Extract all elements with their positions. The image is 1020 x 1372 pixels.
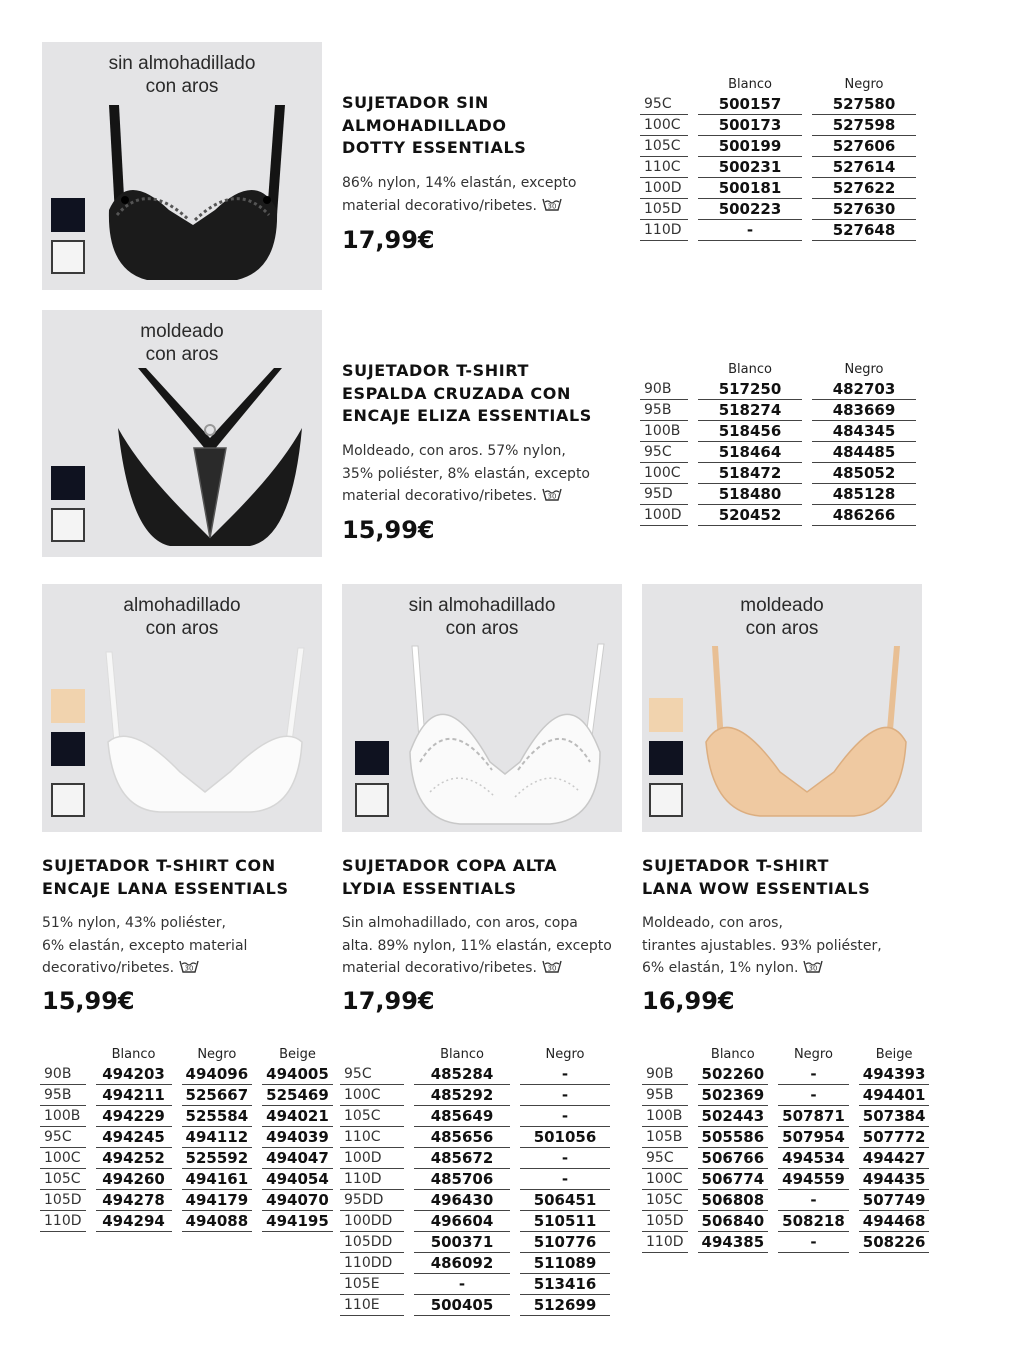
- size-cell: 100C: [40, 1148, 86, 1169]
- reference-code-cell: 494047: [262, 1148, 333, 1169]
- table-row: [40, 1127, 333, 1148]
- size-cell: 100C: [640, 463, 688, 484]
- color-swatch-white[interactable]: [51, 508, 85, 542]
- reference-code-cell: 494039: [262, 1127, 333, 1148]
- reference-code-cell: 496430: [414, 1190, 510, 1211]
- reference-code-cell: 502443: [698, 1106, 769, 1127]
- reference-code-cell: 510776: [520, 1232, 610, 1253]
- table-row: [340, 1232, 610, 1253]
- reference-code-cell: 518456: [698, 421, 802, 442]
- product-tag-line1: moldeado: [740, 595, 824, 616]
- reference-code-cell: 494385: [698, 1232, 769, 1253]
- reference-code-cell: 500157: [698, 94, 802, 115]
- product-image-eliza: [42, 310, 322, 557]
- reference-code-cell: 506766: [698, 1148, 769, 1169]
- reference-code-cell: 494088: [182, 1211, 253, 1232]
- reference-code-cell: 485649: [414, 1106, 510, 1127]
- table-row: [340, 1295, 610, 1316]
- wash-30-icon: [541, 486, 563, 502]
- table-row: [640, 484, 916, 505]
- reference-code-cell: 485672: [414, 1148, 510, 1169]
- reference-code-cell: -: [414, 1274, 510, 1295]
- reference-code-cell: 506808: [698, 1190, 769, 1211]
- beige-tshirt-bra-image: [702, 642, 912, 822]
- table-row: [40, 1148, 333, 1169]
- size-cell: 95C: [40, 1127, 86, 1148]
- black-crossback-bra-image: [110, 368, 310, 558]
- size-table-lydia: Blanco Negro 95C 485284 - 100C 485292 - 105C 485649 - 110C 485656 501056 100D 485672 - 110D 485706 - 95DD 496430 506451 100DD 496604 510511 105DD 500371 510776 110DD 486092 511089 105E - 513416 110E 500405 512699: [340, 1044, 610, 1316]
- table-row: [640, 94, 916, 115]
- table-row: [642, 1064, 929, 1085]
- table-row: [642, 1127, 929, 1148]
- table-row: [340, 1106, 610, 1127]
- reference-code-cell: 486092: [414, 1253, 510, 1274]
- white-lace-bra-image: [400, 642, 610, 832]
- product-desc-dotty: 86% nylon, 14% elastán, excepto material decorativo/ribetes.: [342, 175, 577, 214]
- size-cell: 105D: [640, 199, 688, 220]
- color-swatch-white[interactable]: [649, 783, 683, 817]
- reference-code-cell: 502369: [698, 1085, 769, 1106]
- table-row: [640, 379, 916, 400]
- table-row: [640, 136, 916, 157]
- size-cell: 105C: [642, 1190, 688, 1211]
- size-cell: 100D: [640, 178, 688, 199]
- reference-code-cell: 500223: [698, 199, 802, 220]
- reference-code-cell: 485284: [414, 1064, 510, 1085]
- reference-code-cell: 508218: [778, 1211, 849, 1232]
- reference-code-cell: 494021: [262, 1106, 333, 1127]
- reference-code-cell: 527614: [812, 157, 916, 178]
- product-desc-lana-wow: Moldeado, con aros, tirantes ajustables. 93% poliéster, 6% elastán, 1% nylon.: [642, 915, 882, 976]
- color-swatch-black[interactable]: [51, 732, 85, 766]
- reference-code-cell: 494534: [778, 1148, 849, 1169]
- reference-code-cell: 506774: [698, 1169, 769, 1190]
- table-row: [40, 1190, 333, 1211]
- product-price: 15,99€: [42, 987, 135, 1015]
- size-cell: 100B: [642, 1106, 688, 1127]
- product-tag-line1: sin almohadillado: [408, 595, 556, 616]
- table-row: [340, 1274, 610, 1295]
- size-cell: 100B: [640, 421, 688, 442]
- product-desc-lana: 51% nylon, 43% poliéster, 6% elastán, excepto material decorativo/ribetes.: [42, 915, 248, 976]
- reference-code-cell: 525592: [182, 1148, 253, 1169]
- reference-code-cell: 494161: [182, 1169, 253, 1190]
- wash-30-icon: [541, 958, 563, 974]
- size-cell: 100B: [40, 1106, 86, 1127]
- table-row: [640, 199, 916, 220]
- product-price: 16,99€: [642, 987, 735, 1015]
- reference-code-cell: 507749: [859, 1190, 930, 1211]
- reference-code-cell: 494468: [859, 1211, 930, 1232]
- reference-code-cell: 512699: [520, 1295, 610, 1316]
- product-tag-line1: moldeado: [140, 321, 224, 342]
- reference-code-cell: 483669: [812, 400, 916, 421]
- reference-code-cell: 518464: [698, 442, 802, 463]
- size-cell: 110D: [642, 1232, 688, 1253]
- reference-code-cell: 507954: [778, 1127, 849, 1148]
- size-cell: 105C: [40, 1169, 86, 1190]
- reference-code-cell: 482703: [812, 379, 916, 400]
- reference-code-cell: -: [520, 1169, 610, 1190]
- table-row: [642, 1169, 929, 1190]
- table-row: [340, 1211, 610, 1232]
- reference-code-cell: 525584: [182, 1106, 253, 1127]
- reference-code-cell: 485656: [414, 1127, 510, 1148]
- reference-code-cell: -: [520, 1085, 610, 1106]
- reference-code-cell: 507772: [859, 1127, 930, 1148]
- product-title-eliza: SUJETADOR T-SHIRT ESPALDA CRUZADA CON ENCAJE ELIZA ESSENTIALS: [342, 361, 592, 425]
- table-row: [340, 1169, 610, 1190]
- color-swatch-white[interactable]: [51, 240, 85, 274]
- reference-code-cell: 494278: [96, 1190, 172, 1211]
- table-row: [340, 1127, 610, 1148]
- reference-code-cell: 511089: [520, 1253, 610, 1274]
- reference-code-cell: 527648: [812, 220, 916, 241]
- product-image-lana-wow: [642, 584, 922, 832]
- reference-code-cell: 517250: [698, 379, 802, 400]
- size-table-dotty: Blanco Negro 95C 500157 527580 100C 500173 527598 105C 500199 527606 110C 500231 527614 100D 500181 527622 105D 500223 527630 110D - 527648: [640, 74, 916, 241]
- reference-code-cell: 485706: [414, 1169, 510, 1190]
- reference-code-cell: 494005: [262, 1064, 333, 1085]
- size-cell: 105B: [642, 1127, 688, 1148]
- reference-code-cell: 485128: [812, 484, 916, 505]
- product-price: 17,99€: [342, 987, 435, 1015]
- table-row: [640, 178, 916, 199]
- size-table-lana: Blanco Negro Beige 90B 494203 494096 494005 95B 494211 525667 525469 100B 494229 525584 494021 95C 494245 494112 494039 100C 494252 525592 494047 105C 494260 494161 494054 105D 494278 494179 494070 110D 494294 494088 494195: [40, 1044, 333, 1232]
- size-cell: 110D: [340, 1169, 404, 1190]
- reference-code-cell: 527580: [812, 94, 916, 115]
- reference-code-cell: 500231: [698, 157, 802, 178]
- product-tag-line2: con aros: [145, 618, 219, 639]
- table-row: [640, 220, 916, 241]
- table-row: [40, 1106, 333, 1127]
- table-row: [640, 400, 916, 421]
- reference-code-cell: 496604: [414, 1211, 510, 1232]
- reference-code-cell: 494211: [96, 1085, 172, 1106]
- size-cell: 105D: [40, 1190, 86, 1211]
- reference-code-cell: 494070: [262, 1190, 333, 1211]
- reference-code-cell: 527630: [812, 199, 916, 220]
- reference-code-cell: 520452: [698, 505, 802, 526]
- table-row: [640, 463, 916, 484]
- table-row: [640, 115, 916, 136]
- table-row: [640, 442, 916, 463]
- wash-30-icon: [541, 196, 563, 212]
- table-row: [40, 1064, 333, 1085]
- reference-code-cell: 507384: [859, 1106, 930, 1127]
- color-swatch-beige[interactable]: [649, 698, 683, 732]
- reference-code-cell: 525667: [182, 1085, 253, 1106]
- size-cell: 105C: [640, 136, 688, 157]
- product-title-lana: SUJETADOR T-SHIRT CON ENCAJE LANA ESSENTIALS: [42, 856, 289, 898]
- reference-code-cell: 494260: [96, 1169, 172, 1190]
- table-row: [340, 1253, 610, 1274]
- table-row: [340, 1148, 610, 1169]
- color-swatch-beige[interactable]: [51, 689, 85, 723]
- reference-code-cell: 527598: [812, 115, 916, 136]
- size-cell: 100D: [340, 1148, 404, 1169]
- reference-code-cell: 494112: [182, 1127, 253, 1148]
- reference-code-cell: 501056: [520, 1127, 610, 1148]
- reference-code-cell: -: [520, 1064, 610, 1085]
- reference-code-cell: 494252: [96, 1148, 172, 1169]
- size-cell: 95C: [642, 1148, 688, 1169]
- product-tag-line2: con aros: [145, 76, 219, 97]
- size-cell: 100C: [340, 1085, 404, 1106]
- color-swatch-black[interactable]: [51, 466, 85, 500]
- size-cell: 100DD: [340, 1211, 404, 1232]
- reference-code-cell: 494393: [859, 1064, 930, 1085]
- reference-code-cell: 500405: [414, 1295, 510, 1316]
- size-table-eliza: Blanco Negro 90B 517250 482703 95B 518274 483669 100B 518456 484345 95C 518464 484485 100C 518472 485052 95D 518480 485128 100D 520452 486266: [640, 359, 916, 526]
- reference-code-cell: 506840: [698, 1211, 769, 1232]
- reference-code-cell: -: [520, 1106, 610, 1127]
- reference-code-cell: 510511: [520, 1211, 610, 1232]
- white-tshirt-bra-image: [100, 642, 310, 822]
- table-row: [642, 1148, 929, 1169]
- size-cell: 95DD: [340, 1190, 404, 1211]
- size-cell: 95B: [640, 400, 688, 421]
- product-image-lydia: [342, 584, 622, 832]
- reference-code-cell: 494203: [96, 1064, 172, 1085]
- size-table-lana-wow: Blanco Negro Beige 90B 502260 - 494393 95B 502369 - 494401 100B 502443 507871 507384 105B 505586 507954 507772 95C 506766 494534 494427 100C 506774 494559 494435 105C 506808 - 507749 105D 506840 508218 494468 110D 494385 - 508226: [642, 1044, 929, 1253]
- product-title-lydia: SUJETADOR COPA ALTA LYDIA ESSENTIALS: [342, 856, 558, 898]
- size-cell: 110D: [640, 220, 688, 241]
- reference-code-cell: 508226: [859, 1232, 930, 1253]
- size-cell: 100C: [640, 115, 688, 136]
- product-image-lana: [42, 584, 322, 832]
- color-swatch-black[interactable]: [51, 198, 85, 232]
- size-cell: 110DD: [340, 1253, 404, 1274]
- table-row: [642, 1232, 929, 1253]
- size-cell: 95B: [642, 1085, 688, 1106]
- reference-code-cell: 494179: [182, 1190, 253, 1211]
- product-price: 17,99€: [342, 226, 435, 254]
- color-swatch-black[interactable]: [355, 741, 389, 775]
- product-tag-line2: con aros: [445, 618, 519, 639]
- reference-code-cell: 484345: [812, 421, 916, 442]
- color-swatch-black[interactable]: [649, 741, 683, 775]
- product-title-dotty: SUJETADOR SIN ALMOHADILLADO DOTTY ESSENTIALS: [342, 93, 527, 157]
- size-cell: 105C: [340, 1106, 404, 1127]
- size-cell: 90B: [640, 379, 688, 400]
- reference-code-cell: 494229: [96, 1106, 172, 1127]
- reference-code-cell: 518472: [698, 463, 802, 484]
- reference-code-cell: 484485: [812, 442, 916, 463]
- reference-code-cell: 500199: [698, 136, 802, 157]
- size-cell: 95C: [340, 1064, 404, 1085]
- reference-code-cell: -: [698, 220, 802, 241]
- reference-code-cell: -: [778, 1085, 849, 1106]
- reference-code-cell: 500173: [698, 115, 802, 136]
- size-cell: 110D: [40, 1211, 86, 1232]
- product-image-dotty: [42, 42, 322, 290]
- table-row: [340, 1085, 610, 1106]
- reference-code-cell: 527606: [812, 136, 916, 157]
- wash-30-icon: [802, 958, 824, 974]
- reference-code-cell: 500371: [414, 1232, 510, 1253]
- reference-code-cell: 494245: [96, 1127, 172, 1148]
- size-cell: 90B: [642, 1064, 688, 1085]
- product-tag-line1: sin almohadillado: [108, 53, 256, 74]
- size-cell: 100D: [640, 505, 688, 526]
- size-cell: 95D: [640, 484, 688, 505]
- product-tag-line2: con aros: [745, 618, 819, 639]
- black-lace-bra-image: [97, 100, 287, 290]
- reference-code-cell: 494096: [182, 1064, 253, 1085]
- size-cell: 105DD: [340, 1232, 404, 1253]
- size-cell: 105E: [340, 1274, 404, 1295]
- reference-code-cell: -: [778, 1232, 849, 1253]
- table-row: [340, 1064, 610, 1085]
- reference-code-cell: 518274: [698, 400, 802, 421]
- size-cell: 100C: [642, 1169, 688, 1190]
- reference-code-cell: 494294: [96, 1211, 172, 1232]
- reference-code-cell: 525469: [262, 1085, 333, 1106]
- reference-code-cell: 486266: [812, 505, 916, 526]
- table-row: [642, 1085, 929, 1106]
- wash-30-icon: [178, 958, 200, 974]
- reference-code-cell: 494401: [859, 1085, 930, 1106]
- size-cell: 110C: [640, 157, 688, 178]
- reference-code-cell: 507871: [778, 1106, 849, 1127]
- reference-code-cell: 518480: [698, 484, 802, 505]
- size-cell: 95C: [640, 94, 688, 115]
- table-row: [340, 1190, 610, 1211]
- reference-code-cell: 494427: [859, 1148, 930, 1169]
- table-row: [642, 1106, 929, 1127]
- table-row: [640, 157, 916, 178]
- reference-code-cell: 513416: [520, 1274, 610, 1295]
- table-row: [642, 1211, 929, 1232]
- product-tag-line1: almohadillado: [123, 595, 241, 616]
- reference-code-cell: 502260: [698, 1064, 769, 1085]
- reference-code-cell: 494195: [262, 1211, 333, 1232]
- size-cell: 90B: [40, 1064, 86, 1085]
- size-cell: 105D: [642, 1211, 688, 1232]
- reference-code-cell: 506451: [520, 1190, 610, 1211]
- size-cell: 110E: [340, 1295, 404, 1316]
- reference-code-cell: 527622: [812, 178, 916, 199]
- size-cell: 95B: [40, 1085, 86, 1106]
- reference-code-cell: 494435: [859, 1169, 930, 1190]
- reference-code-cell: -: [520, 1148, 610, 1169]
- reference-code-cell: 494559: [778, 1169, 849, 1190]
- table-row: [640, 505, 916, 526]
- reference-code-cell: 500181: [698, 178, 802, 199]
- product-tag-line2: con aros: [145, 344, 219, 365]
- table-row: [40, 1085, 333, 1106]
- reference-code-cell: 485052: [812, 463, 916, 484]
- product-title-lana-wow: SUJETADOR T-SHIRT LANA WOW ESSENTIALS: [642, 856, 871, 898]
- color-swatch-white[interactable]: [51, 783, 85, 817]
- table-row: [640, 421, 916, 442]
- reference-code-cell: 494054: [262, 1169, 333, 1190]
- product-desc-lydia: Sin almohadillado, con aros, copa alta. 89% nylon, 11% elastán, excepto material decorativo/ribetes.: [342, 915, 612, 976]
- size-cell: 110C: [340, 1127, 404, 1148]
- reference-code-cell: 505586: [698, 1127, 769, 1148]
- product-desc-eliza: Moldeado, con aros. 57% nylon, 35% poliéster, 8% elastán, excepto material decorativo/ribetes.: [342, 443, 591, 504]
- table-row: [642, 1190, 929, 1211]
- table-row: [40, 1211, 333, 1232]
- product-price: 15,99€: [342, 516, 435, 544]
- reference-code-cell: -: [778, 1064, 849, 1085]
- size-cell: 95C: [640, 442, 688, 463]
- table-row: [40, 1169, 333, 1190]
- reference-code-cell: -: [778, 1190, 849, 1211]
- reference-code-cell: 485292: [414, 1085, 510, 1106]
- color-swatch-white[interactable]: [355, 783, 389, 817]
